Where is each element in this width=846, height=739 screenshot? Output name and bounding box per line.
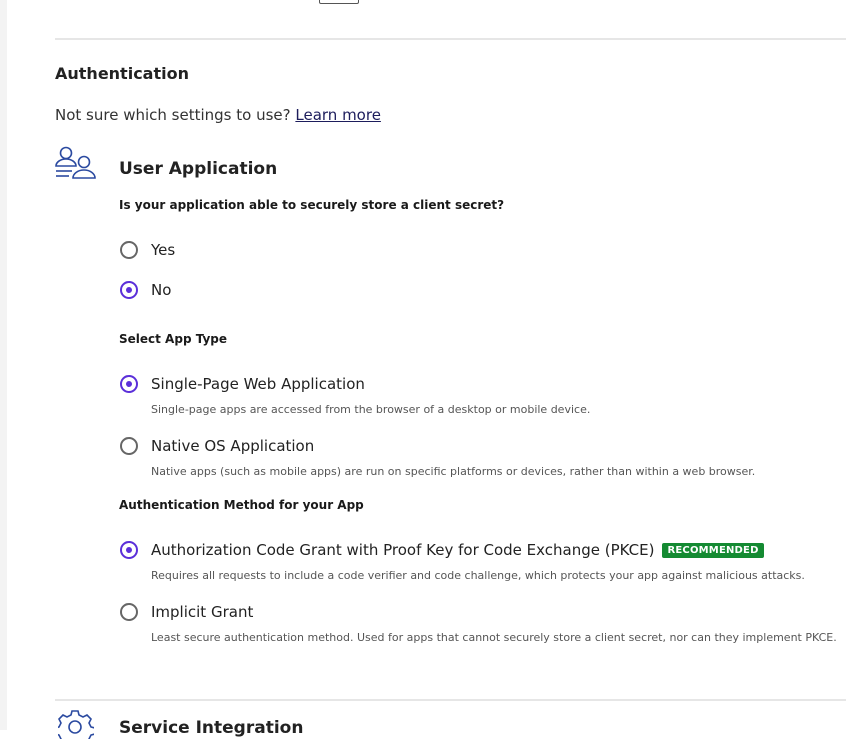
help-text-label: Not sure which settings to use? [55,106,291,124]
implicit-grant-description: Least secure authentication method. Used for apps that cannot securely store a client secret, nor can they implement PKCE. [151,631,837,644]
auth-method-label: Authentication Method for your App [119,498,364,512]
recommended-badge: RECOMMENDED [662,543,763,558]
radio-button[interactable] [120,241,138,259]
radio-secret-no[interactable] [120,281,171,299]
section-divider-bottom [55,699,846,701]
radio-button[interactable] [120,375,138,393]
single-page-app-description: Single-page apps are accessed from the browser of a desktop or mobile device. [151,403,591,416]
radio-label: Single-Page Web Application [151,375,365,393]
help-text [55,106,381,124]
radio-secret-yes[interactable] [120,241,175,259]
radio-single-page-app[interactable] [120,375,365,393]
radio-implicit-grant[interactable] [120,603,253,621]
top-field-edge[interactable] [319,0,359,4]
user-application-title: User Application [119,159,278,179]
radio-label: Implicit Grant [151,603,254,621]
radio-label: Yes [151,241,176,259]
radio-label: No [151,281,172,299]
learn-more-link[interactable]: Learn more [295,106,381,124]
users-icon [55,146,97,182]
pkce-description: Requires all requests to include a code verifier and code challenge, which protects your app against malicious attacks. [151,569,805,582]
section-divider-top [55,38,846,40]
gear-icon [58,709,94,739]
authentication-heading: Authentication [55,64,189,83]
native-app-description: Native apps (such as mobile apps) are run on specific platforms or devices, rather than within a web browser. [151,465,756,478]
radio-native-os-app[interactable] [120,437,314,455]
radio-button[interactable] [120,281,138,299]
left-rail [0,0,7,730]
radio-label: Native OS Application [151,437,315,455]
client-secret-question: Is your application able to securely store a client secret? [119,198,505,212]
app-type-label: Select App Type [119,332,228,346]
service-integration-title: Service Integration [119,718,304,738]
radio-pkce[interactable] [120,541,764,559]
radio-button[interactable] [120,541,138,559]
radio-button[interactable] [120,603,138,621]
radio-label: Authorization Code Grant with Proof Key for Code Exchange (PKCE) [151,541,655,559]
radio-button[interactable] [120,437,138,455]
